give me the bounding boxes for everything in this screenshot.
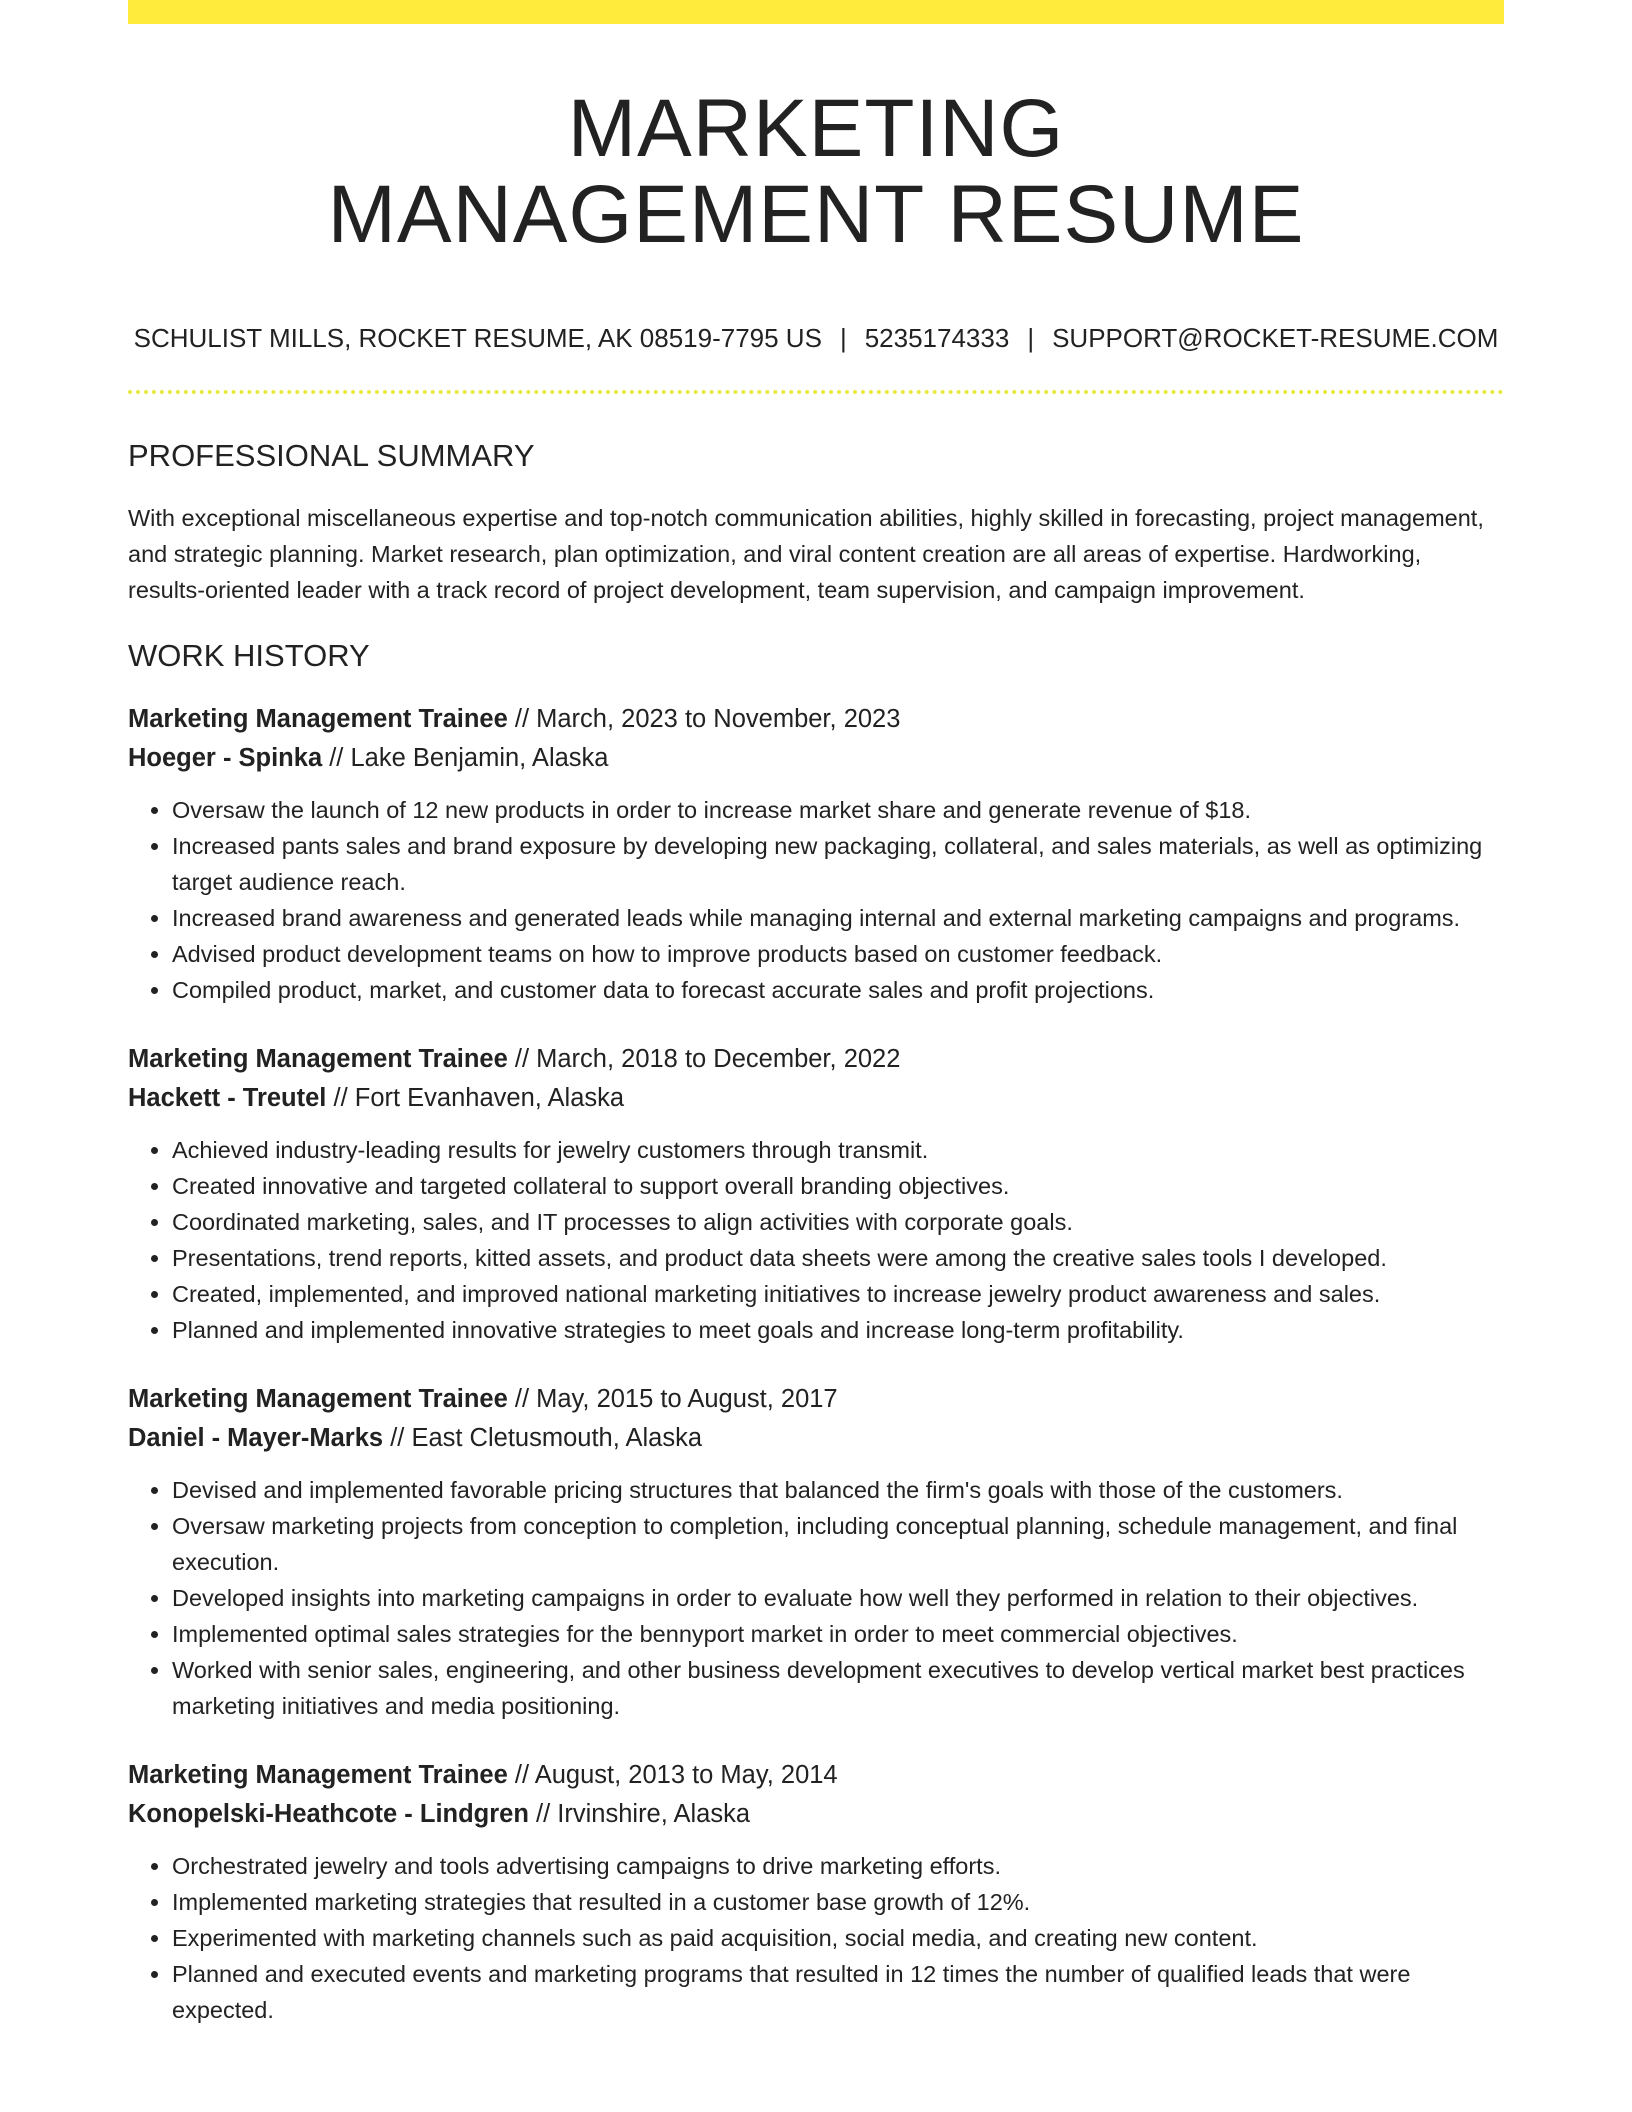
title-line-1: MARKETING	[567, 83, 1065, 174]
job-bullets	[128, 1132, 1504, 1348]
job-company-line	[128, 739, 1504, 778]
contact-line	[128, 322, 1504, 354]
job-bullet: • Experimented with marketing channels such as paid acquisition, social media, and creating new content.	[172, 1920, 1504, 1956]
job-title: Marketing Management Trainee	[128, 1761, 508, 1789]
contact-address: SCHULIST MILLS, ROCKET RESUME, AK 08519-7795 US	[133, 323, 822, 353]
job-bullet: • Compiled product, market, and customer data to forecast accurate sales and profit projections.	[172, 972, 1504, 1008]
job-entry	[128, 1040, 1504, 1348]
job-bullets	[128, 1848, 1504, 2028]
job-bullet: • Orchestrated jewelry and tools advertising campaigns to drive marketing efforts.	[172, 1848, 1504, 1884]
job-bullet: • Oversaw marketing projects from conception to completion, including conceptual planning, schedule management, and final execution.	[172, 1508, 1504, 1580]
work-history-heading: WORK HISTORY	[128, 638, 370, 673]
job-company: Hackett - Treutel	[128, 1084, 327, 1112]
job-title: Marketing Management Trainee	[128, 705, 508, 733]
contact-phone: 5235174333	[864, 323, 1010, 353]
job-company-line	[128, 1419, 1504, 1458]
job-entry	[128, 1756, 1504, 2028]
job-company-line	[128, 1079, 1504, 1118]
job-bullet: • Created innovative and targeted collateral to support overall branding objectives.	[172, 1168, 1504, 1204]
job-bullet: • Created, implemented, and improved national marketing initiatives to increase jewelry product awareness and sales.	[172, 1276, 1504, 1312]
job-bullet: • Advised product development teams on how to improve products based on customer feedback.	[172, 936, 1504, 972]
title-line-2: MANAGEMENT RESUME	[327, 169, 1305, 260]
job-bullet: • Increased pants sales and brand exposure by developing new packaging, collateral, and sales materials, as well as optimizing target audience reach.	[172, 828, 1504, 900]
job-entry	[128, 700, 1504, 1008]
job-dates: // March, 2018 to December, 2022	[507, 1045, 901, 1073]
job-bullet: • Worked with senior sales, engineering, and other business development executives to develop vertical market best practices marketing initiatives and media positioning.	[172, 1652, 1504, 1724]
job-bullet: • Implemented marketing strategies that resulted in a customer base growth of 12%.	[172, 1884, 1504, 1920]
job-bullet: • Planned and executed events and marketing programs that resulted in 12 times the number of qualified leads that were expected.	[172, 1956, 1504, 2028]
job-title: Marketing Management Trainee	[128, 1385, 508, 1413]
job-company-line	[128, 1795, 1504, 1834]
job-bullet: • Devised and implemented favorable pricing structures that balanced the firm's goals with those of the customers.	[172, 1472, 1504, 1508]
resume-page	[128, 0, 1504, 2028]
job-location: // East Cletusmouth, Alaska	[383, 1424, 703, 1452]
job-company: Hoeger - Spinka	[128, 744, 323, 772]
job-location: // Irvinshire, Alaska	[528, 1800, 751, 1828]
job-dates: // May, 2015 to August, 2017	[507, 1385, 838, 1413]
job-bullet: • Planned and implemented innovative strategies to meet goals and increase long-term profitability.	[172, 1312, 1504, 1348]
job-bullet: • Oversaw the launch of 12 new products in order to increase market share and generate revenue of $18.	[172, 792, 1504, 828]
contact-email: SUPPORT@ROCKET-RESUME.COM	[1052, 323, 1499, 353]
job-title-line	[128, 1756, 1504, 1795]
job-bullet: • Achieved industry-leading results for jewelry customers through transmit.	[172, 1132, 1504, 1168]
resume-title	[128, 83, 1504, 260]
job-dates: // August, 2013 to May, 2014	[507, 1761, 838, 1789]
job-bullets	[128, 1472, 1504, 1724]
job-entry	[128, 1380, 1504, 1724]
job-bullet: • Developed insights into marketing campaigns in order to evaluate how well they performed in relation to their objectives.	[172, 1580, 1504, 1616]
job-list	[128, 700, 1504, 2028]
job-title-line	[128, 700, 1504, 739]
job-bullet: • Presentations, trend reports, kitted assets, and product data sheets were among the creative sales tools I developed.	[172, 1240, 1504, 1276]
job-location: // Fort Evanhaven, Alaska	[326, 1084, 625, 1112]
accent-top-bar	[128, 0, 1504, 24]
job-location: // Lake Benjamin, Alaska	[322, 744, 609, 772]
job-title: Marketing Management Trainee	[128, 1045, 508, 1073]
job-company: Konopelski-Heathcote - Lindgren	[128, 1800, 529, 1828]
summary-heading: PROFESSIONAL SUMMARY	[128, 438, 535, 473]
job-bullet: • Increased brand awareness and generated leads while managing internal and external marketing campaigns and programs.	[172, 900, 1504, 936]
job-bullets	[128, 792, 1504, 1008]
job-title-line	[128, 1040, 1504, 1079]
contact-separator: |	[839, 323, 847, 353]
job-dates: // March, 2023 to November, 2023	[507, 705, 901, 733]
summary-text: With exceptional miscellaneous expertise and top-notch communication abilities, highly skilled in forecasting, project management, and strategic planning. Market research, plan optimization, and viral content creation are all areas of expertise. Hardworking, results-oriented leader with a track record of project development, team supervision, and campaign improvement.	[128, 505, 1484, 603]
dotted-divider	[128, 390, 1504, 394]
job-company: Daniel - Mayer-Marks	[128, 1424, 384, 1452]
job-title-line	[128, 1380, 1504, 1419]
job-bullet: • Coordinated marketing, sales, and IT processes to align activities with corporate goals.	[172, 1204, 1504, 1240]
job-bullet: • Implemented optimal sales strategies for the bennyport market in order to meet commercial objectives.	[172, 1616, 1504, 1652]
contact-separator: |	[1027, 323, 1035, 353]
